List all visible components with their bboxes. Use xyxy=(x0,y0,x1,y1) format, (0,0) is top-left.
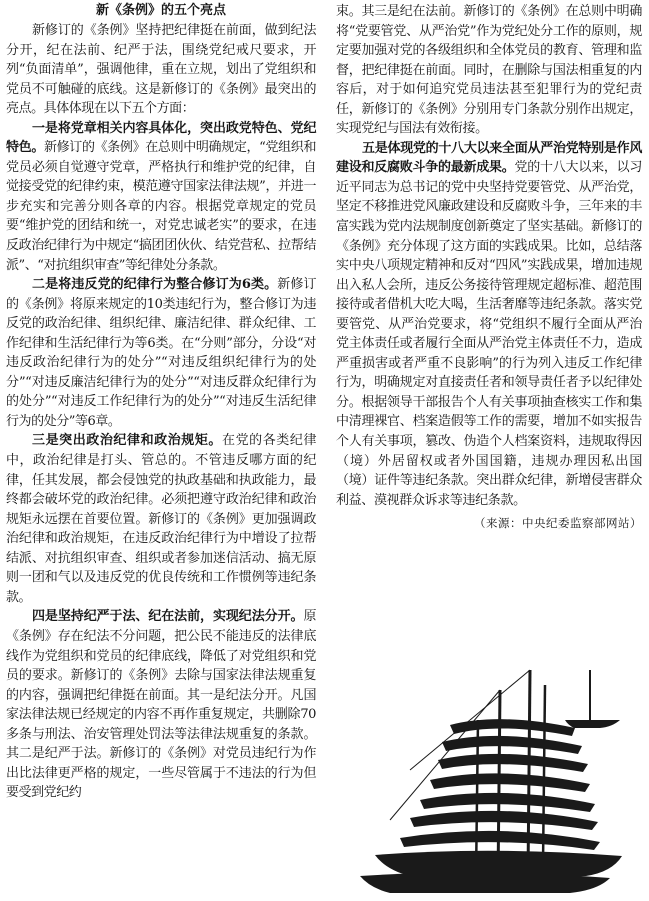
left-column xyxy=(6,2,316,803)
point-5-body: 党的十八大以来，以习近平同志为总书记的党中央坚持党要管党、从严治党，坚定不移推进党风廉政建设和反腐败斗争，三年来的丰富实践为党内法规制度创新奠定了坚实基础。新修订的《条例》充分体现了这方面的实践成果。比如，总结落实中央八项规定精神和反对“四风”实践成果，增加违规出入私人会所，违反公务接待管理规定超标准、超范围接待或者借机大吃大喝，生活奢靡等违纪条款。落实党要管党、从严治党要求，将“党组织不履行全面从严治党主体责任或者履行全面从严治党主体责任不力，造成严重损害或者严重不良影响”的行为列入违反工作纪律行为，明确规定对直接责任者和领导责任者予以纪律处分。根据领导干部报告个人有关事项抽查核实工作和集中清理裸官、档案造假等工作的需要，增加不如实报告个人有关事项，篡改、伪造个人档案资料，违规取得因（境）外居留权或者外国国籍，违规办理因私出国（境）证件等违纪条款。突出群众纪律，新增侵害群众利益、漠视群众诉求等违纪条款。 xyxy=(336,160,642,508)
intro-paragraph: 新修订的《条例》坚持把纪律挺在前面，做到纪法分开，纪在法前、纪严于法，围绕党纪戒尺要求，开列“负面清单”，强调他律，重在立规，划出了党组织和党员不可触碰的底线。这是新修订的《条例》最突出的亮点。具体体现在以下五个方面： xyxy=(6,23,316,117)
point-3-paragraph xyxy=(6,431,316,607)
article-source: （来源：中央纪委监察部网站） xyxy=(474,516,642,531)
point-3-body: 在党的各类纪律中，政治纪律是打头、管总的。不管违反哪方面的纪律，任其发展，都会侵蚀党的执政基础和执政能力，最终都会破坏党的政治纪律。必须把遵守政治纪律和政治规矩永远摆在首要位置。新修订的《条例》更加强调政治纪律和政治规矩，在违反政治纪律行为中增设了拉帮结派、对抗组织审查、组织或者参加迷信活动、搞无原则一团和气以及违反党的优良传统和工作惯例等违纪条款。 xyxy=(6,433,316,605)
point-4-body-part1: 原《条例》存在纪法不分问题，把公民不能违反的法律底线作为党组织和党员的纪律底线，降低了对党组织和党员的要求。新修订的《条例》去除与国家法律法规重复的内容，强调把纪律挺在前面。其一是纪法分开。凡国家法律法规已经规定的内容不再作重复规定，共删除70多条与刑法、治安管理处罚法等法律法规重复的条款。其二是纪严于法。新修订的《条例》对党员违纪行为作出比法律更严格的规定，一些尽管属于不违法的行为但要受到党纪约 xyxy=(6,609,316,801)
sailing-boats-silhouette-icon xyxy=(350,650,640,895)
point-3-lead: 三是突出政治纪律和政治规矩。 xyxy=(32,433,223,449)
point-2-paragraph xyxy=(6,275,316,431)
point-2-body: 新修订的《条例》将原来规定的10类违纪行为，整合修订为违反党的政治纪律、组织纪律、廉洁纪律、群众纪律、工作纪律和生活纪律行为等6类。在“分则”部分，分设“对违反政治纪律行为的处分”“对违反组织纪律行为的处分”“对违反廉洁纪律行为的处分”“对违反群众纪律行为的处分”“对违反工作纪律行为的处分”“对违反生活纪律行为的处分”等6章。 xyxy=(6,277,316,429)
point-2-lead: 二是将违反党的纪律行为整合修订为6类。 xyxy=(32,277,278,293)
article-title: 新《条例》的五个亮点 xyxy=(95,3,226,18)
point-4-continuation: 束。其三是纪在法前。新修订的《条例》在总则中明确将“党要管党、从严治党”作为党纪处分工作的原则，规定要加强对党的各级组织和全体党员的教育、管理和监督，把纪律挺在前面。同时，在删除与国法相重复的内容后，对于如何追究党员违法甚至犯罪行为的党纪责任，新修订的《条例》分别用专门条款分别作出规定，实现党纪与国法有效衔接。 xyxy=(336,4,642,137)
point-1-lead: 一是将党章相关内容具体化，突出政党特色、党纪特色。 xyxy=(6,120,316,156)
point-5-lead: 五是体现党的十八大以来全面从严治党特别是作风建设和反腐败斗争的最新成果。 xyxy=(336,140,642,176)
point-4-lead: 四是坚持纪严于法、纪在法前，实现纪法分开。 xyxy=(32,609,304,625)
point-5-paragraph xyxy=(336,139,642,510)
point-1-body: 新修订的《条例》在总则中明确规定，“党组织和党员必须自觉遵守党章，严格执行和维护党的纪律，自觉接受党的纪律约束，模范遵守国家法律法规”，并进一步充实和完善分则各章的内容。根据党章规定的党员要“维护党的团结和统一，对党忠诚老实”的要求，在违反政治纪律行为中规定“搞团团伙伙、结党营私、拉帮结派”、“对抗组织审查”等纪律处分条款。 xyxy=(6,140,317,273)
point-1-paragraph xyxy=(6,119,316,275)
right-column xyxy=(336,2,642,532)
point-4-paragraph xyxy=(6,607,316,802)
